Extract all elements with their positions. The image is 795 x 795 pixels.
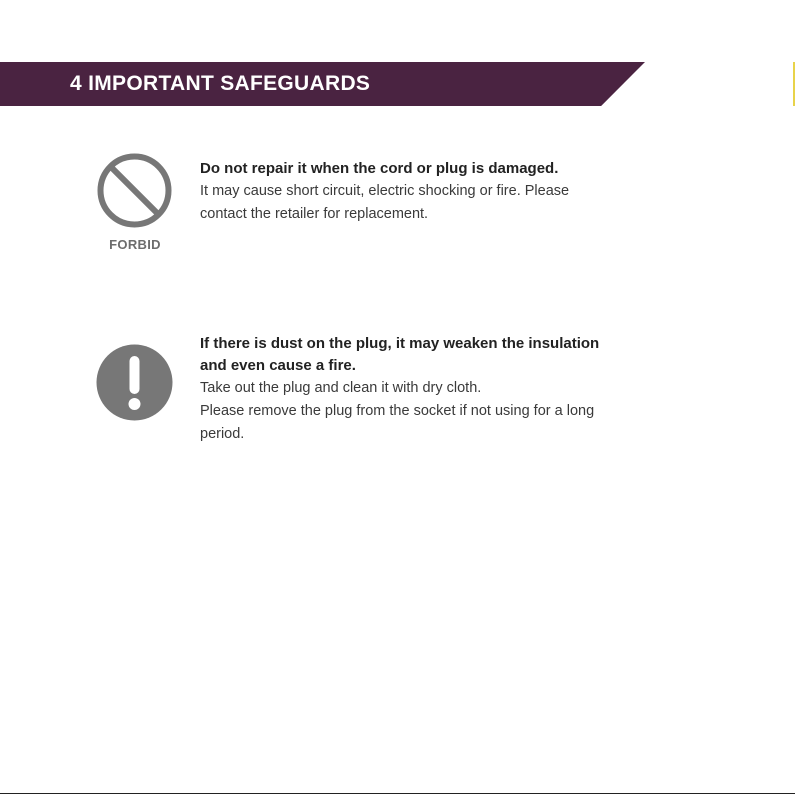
item-heading: If there is dust on the plug, it may weaken the insulation xyxy=(200,335,600,352)
forbid-caption: FORBID xyxy=(109,237,161,252)
safeguard-item-forbid xyxy=(200,158,680,226)
footer-rule xyxy=(0,793,795,794)
item-text-line: period. xyxy=(200,426,245,442)
exclamation-icon xyxy=(96,344,173,421)
item-text-line: contact the retailer for replacement. xyxy=(200,206,429,222)
item-heading: Do not repair it when the cord or plug is damaged. xyxy=(200,160,559,177)
item-text-line: It may cause short circuit, electric shocking or fire. Please xyxy=(200,183,570,199)
item-text-line: Please remove the plug from the socket if not using for a long xyxy=(200,403,595,419)
prohibition-icon xyxy=(96,152,173,229)
item-text-line: Take out the plug and clean it with dry cloth. xyxy=(200,380,482,396)
section-title: 4 IMPORTANT SAFEGUARDS xyxy=(70,72,371,95)
item-heading: and even cause a fire. xyxy=(200,357,356,374)
safeguard-item-dust xyxy=(200,333,680,446)
